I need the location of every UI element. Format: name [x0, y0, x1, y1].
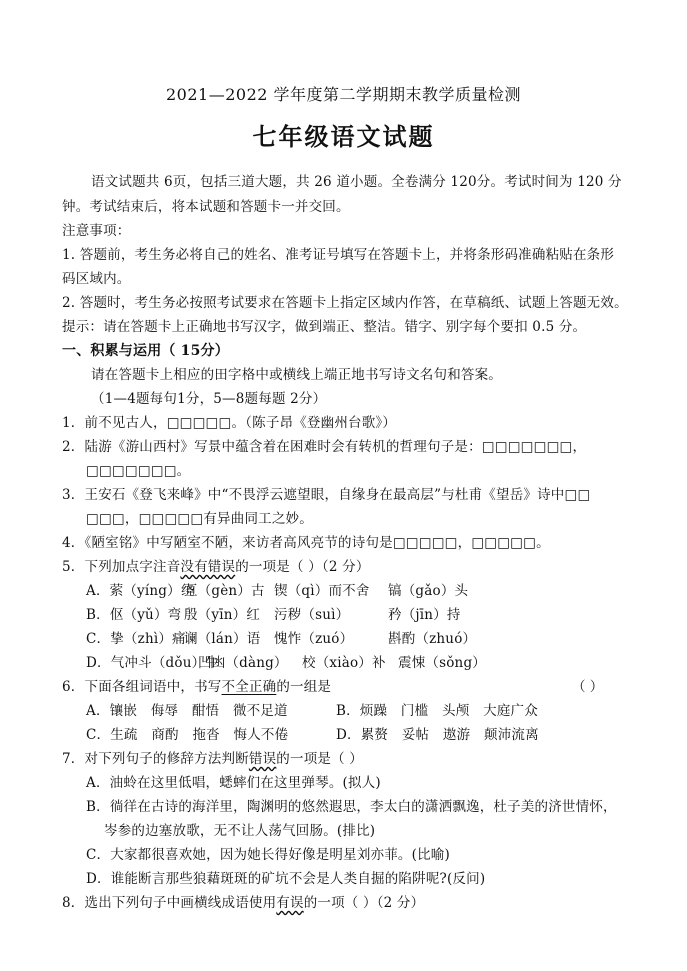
question-8-stem-end: 的一项（ ）（2 分） — [303, 895, 425, 911]
question-8-stem — [62, 894, 424, 912]
question-6-option-b: B．烦躁 门槛 头颅 大庭广众 — [336, 703, 538, 719]
question-3-line-2: □□□，□□□□□有异曲同工之妙。 — [86, 511, 313, 527]
question-6-options-row-2 — [86, 726, 539, 744]
notice-item-1a: 1. 答题前，考生务必将自己的姓名、准考证号填写在答题卡上，并将条形码准确粘贴在条形 — [62, 247, 615, 263]
option-a-item-2: 亘（gèn）古 — [184, 583, 265, 599]
option-d-item-1: D．气冲斗（dǒu）牛 — [86, 655, 219, 671]
section-1-scoring: （1—4题每句1分，5—8题每题 2分） — [91, 391, 327, 407]
question-6-stem-start: 6．下面各组词语中，书写 — [62, 679, 222, 695]
section-1-heading: 一、积累与运用（ 15分） — [62, 343, 229, 359]
option-a-item-4: 镐（gǎo）头 — [388, 583, 469, 599]
question-6-answer-paren: （ ） — [572, 679, 604, 695]
exam-subtitle: 2021—2022 学年度第二学期期末教学质量检测 — [165, 85, 522, 104]
option-b-item-4: 矜（jīn）持 — [388, 607, 461, 623]
option-c-item-1: C．挚（zhì）痛 — [86, 631, 186, 647]
page-title: 七年级语文试题 — [252, 122, 435, 151]
question-1: 1．前不见古人，□□□□□。（陈子昂《登幽州台歌》） — [62, 415, 397, 431]
option-a-item-3: 锲（qì）而不舍 — [274, 583, 370, 599]
question-7-option-b-line-2: 岑参的边塞放歌，无不让人荡气回肠。(排比) — [104, 823, 376, 839]
tip-line: 提示：请在答题卡上正确地书写汉字，做到端正、整洁。错字、别字每个要扣 0.5 分。 — [62, 319, 587, 335]
question-5-stem-start: 5．下列加点字注音 — [62, 559, 181, 575]
notice-item-2: 2. 答题时，考生务必按照考试要求在答题卡上指定区域内作答，在草稿纸、试题上答题无效。 — [62, 295, 628, 311]
option-d-item-2: 凹凼（dàng） — [198, 655, 288, 671]
question-7-stem — [62, 750, 363, 768]
question-5-stem-end: 的一项是（ ）（2 分） — [235, 559, 370, 575]
option-c-item-3: 愧怍（zuó） — [274, 631, 354, 647]
question-2-line-2: □□□□□□□。 — [86, 463, 191, 479]
question-8-emphasis: 有误 — [276, 895, 304, 911]
question-7-stem-end: 的一项是（ ） — [276, 751, 363, 767]
question-7-stem-start: 7．对下列句子的修辞方法判断 — [62, 751, 249, 767]
question-6-stem — [62, 678, 331, 696]
question-6-emphasis: 不全正确 — [221, 679, 277, 695]
option-d-item-4: 震悚（sǒng） — [398, 655, 486, 671]
question-6-option-a: A．镶嵌 侮辱 酣悟 微不足道 — [86, 703, 288, 719]
intro-line-2: 钟。考试结束后，将本试题和答题卡一并交回。 — [62, 199, 350, 215]
question-2-line-1: 2．陆游《游山西村》写景中蕴含着在困难时会有转机的哲理句子是：□□□□□□□， — [62, 439, 587, 455]
option-b-item-1: B．伛（yǔ）弯 — [86, 607, 182, 623]
question-5-option-a — [86, 582, 468, 600]
question-7-option-a: A．油蛉在这里低唱，蟋蟀们在这里弹琴。(拟人) — [86, 775, 381, 791]
notice-heading: 注意事项： — [62, 223, 131, 239]
question-7-emphasis: 错误 — [248, 751, 277, 767]
option-b-item-2: 殷（yīn）红 — [184, 607, 261, 623]
option-d-item-3: 校（xiào）补 — [302, 655, 386, 671]
question-5-option-c — [86, 630, 476, 648]
option-b-item-3: 污秽（suì） — [274, 607, 350, 623]
section-1-instruction: 请在答题卡上相应的田字格中或横线上端正地书写诗文名句和答案。 — [91, 367, 502, 383]
question-3-line-1: 3．王安石《登飞来峰》中“不畏浮云遮望眼，自缘身在最高层”与杜甫《望岳》诗中□□ — [62, 487, 591, 503]
intro-line-1: 语文试题共 6页，包括三道大题，共 26 道小题。全卷满分 120分。考试时间为 120 分 — [91, 174, 622, 190]
option-c-item-4: 斟酌（zhuó） — [388, 631, 477, 647]
question-7-option-b-line-1: B．徜徉在古诗的海洋里，陶渊明的悠然遐思，李太白的潇洒飘逸，杜子美的济世情怀， — [86, 799, 617, 815]
question-5-option-b — [86, 606, 461, 624]
question-7-option-d: D．谁能断言那些狼藉斑斑的矿坑不会是人类自掘的陷阱呢?(反问) — [86, 871, 486, 887]
notice-item-1b: 码区域内。 — [62, 271, 131, 287]
option-a-item-1: A．萦（yíng）绕 — [86, 583, 195, 599]
question-6-option-d: D．累赘 妥帖 遨游 颠沛流离 — [336, 727, 539, 743]
option-c-item-2: 谰（lán）语 — [184, 631, 261, 647]
question-5-stem — [62, 558, 370, 576]
question-6-option-c: C．生疏 商酌 拖沓 悔人不倦 — [86, 727, 289, 743]
question-6-options-row-1 — [86, 702, 538, 720]
question-5-option-d — [86, 654, 486, 672]
question-8-stem-start: 8．选出下列句子中画横线成语使用 — [62, 895, 277, 911]
question-5-emphasis: 没有错误 — [180, 559, 236, 575]
question-7-option-c: C．大家都很喜欢她，因为她长得好像是明星刘亦菲。(比喻) — [86, 847, 450, 863]
question-4: 4．《陋室铭》中写陋室不陋，来访者高风亮节的诗句是□□□□□，□□□□□。 — [62, 535, 550, 551]
question-6-stem-end: 的一组是 — [276, 679, 332, 695]
